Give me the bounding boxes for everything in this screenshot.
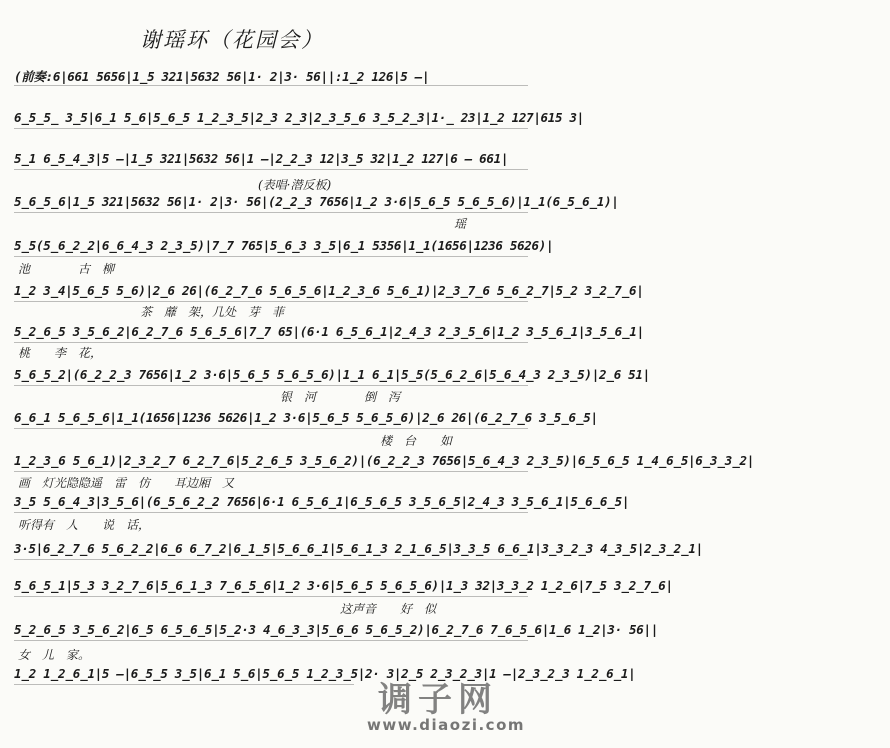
- lyric-line-2: 池 古 柳: [18, 262, 115, 276]
- lyric-line-7: 画 灯光隐隐遥 雷 仿 耳边厢 又: [18, 476, 235, 490]
- notation-row-14: 5̲2̲6̲5 3̲5̲6̲2|6̲5 6̲5̲6̲5|5̲2·3 4̲6̲3̲3|5̲6̲6 5̲6̲5̲2)|6̲2̲7̲6 7̲6̲5̲6|1̲6 1̲2|3· 56||: [14, 622, 528, 642]
- lyric-line-8: 听得有 人 说 话，: [18, 518, 151, 532]
- notation-row-6: 1̲2 3̲4|5̲6̲5 5̲6)|2̲6 26|(6̲2̲7̲6 5̲6̲5̲6|1̲2̲3̲6 5̲6̲1)|2̲3̲7̲6 5̲6̲2̲7|5̲2 3̲2̲7̲6|: [14, 283, 528, 303]
- lyric-line-9: 这声音 好 似: [340, 602, 437, 616]
- lyric-line-3: 茶 蘼 架，几处 芽 菲: [140, 305, 285, 319]
- performance-note: (表唱·潜反板): [258, 178, 332, 192]
- notation-row-4: 5̲6̲5̲6|1̲5 321|5632 56|1· 2|3· 56|(2̲2̲3 7656|1̲2 3·6|5̲6̲5 5̲6̲5̲6)|1̲1(6̲5̲6̲1)|: [14, 194, 528, 214]
- notation-row-7: 5̲2̲6̲5 3̲5̲6̲2|6̲2̲7̲6 5̲6̲5̲6|7̲7 65|(6·1 6̲5̲6̲1|2̲4̲3 2̲3̲5̲6|1̲2 3̲5̲6̲1|3̲5̲6̲1|: [14, 324, 528, 344]
- notation-row-1: (前奏:6|661 5656|1̲5 321|5632 56|1· 2|3· 56||:1̲2 126|5 —|: [14, 67, 528, 87]
- notation-row-5: 5̲5(5̲6̲2̲2|6̲6̲4̲3 2̲3̲5)|7̲7 765|5̲6̲3 3̲5|6̲1 5356|1̲1(1656|1236 5626)|: [14, 238, 528, 258]
- lyric-line-6: 楼 台 如: [380, 434, 453, 448]
- notation-row-15: 1̲2 1̲2̲6̲1|5 —|6̲5̲5 3̲5|6̲1 5̲6|5̲6̲5 1̲2̲3̲5|2· 3|2̲5 2̲3̲2̲3|1 —|2̲3̲2̲3 1̲2̲6̲1|: [14, 666, 354, 686]
- lyric-line-4: 桃 李 花，: [18, 346, 103, 360]
- notation-row-10: 1̲2̲3̲6 5̲6̲1)|2̲3̲2̲7 6̲2̲7̲6|5̲2̲6̲5 3̲5̲6̲2)|(6̲2̲2̲3 7656|5̲6̲4̲3 2̲3̲5)|6̲5̲6̲5 1̲4̲6̲5|6̲3̲3̲2|: [14, 453, 528, 473]
- lyric-line-5: 银 河 倒 泻: [280, 390, 401, 404]
- notation-row-12: 3·5|6̲2̲7̲6 5̲6̲2̲2|6̲6 6̲7̲2|6̲1̲5|5̲6̲6̲1|5̲6̲1̲3 2̲1̲6̲5|3̲3̲5 6̲6̲1|3̲3̲2̲3 4̲3̲5|2̲3̲2̲1|: [14, 541, 528, 561]
- notation-row-2: 6̲5̲5̲ 3̲5|6̲1 5̲6|5̲6̲5 1̲2̲3̲5|2̲3 2̲3|2̲3̲5̲6 3̲5̲2̲3|1·̲ 23|1̲2 127|615 3|: [14, 110, 528, 130]
- notation-row-3: 5̲1 6̲5̲4̲3|5 —|1̲5 321|5632 56|1 —|2̲2̲3 12|3̲5 32|1̲2 127|6 — 661|: [14, 151, 528, 171]
- notation-row-13: 5̲6̲5̲1|5̲3 3̲2̲7̲6|5̲6̲1̲3 7̲6̲5̲6|1̲2 3·6|5̲6̲5 5̲6̲5̲6)|1̲3 32|3̲3̲2 1̲2̲6|7̲5 3̲2̲7̲6|: [14, 578, 528, 598]
- notation-row-8: 5̲6̲5̲2|(6̲2̲2̲3 7656|1̲2 3·6|5̲6̲5 5̲6̲5̲6)|1̲1 6̲1|5̲5(5̲6̲2̲6|5̲6̲4̲3 2̲3̲5)|2̲6 51|: [14, 367, 528, 387]
- notation-row-9: 6̲6̲1 5̲6̲5̲6|1̲1(1656|1236 5626|1̲2 3·6|5̲6̲5 5̲6̲5̲6)|2̲6 26|(6̲2̲7̲6 3̲5̲6̲5|: [14, 410, 528, 430]
- score-title: 谢瑶环（花园会）: [140, 28, 324, 52]
- watermark-logo: 调子网: [378, 680, 498, 720]
- lyric-line-1: 瑶: [454, 217, 467, 231]
- watermark-url: www.diaozi.com: [366, 716, 525, 734]
- lyric-line-10: 女 儿 家。: [18, 648, 91, 662]
- notation-row-11: 3̲5 5̲6̲4̲3|3̲5̲6|(6̲5̲6̲2̲2 7656|6·1 6̲5̲6̲1|6̲5̲6̲5 3̲5̲6̲5|2̲4̲3 3̲5̲6̲1|5̲6̲6̲5|: [14, 494, 528, 514]
